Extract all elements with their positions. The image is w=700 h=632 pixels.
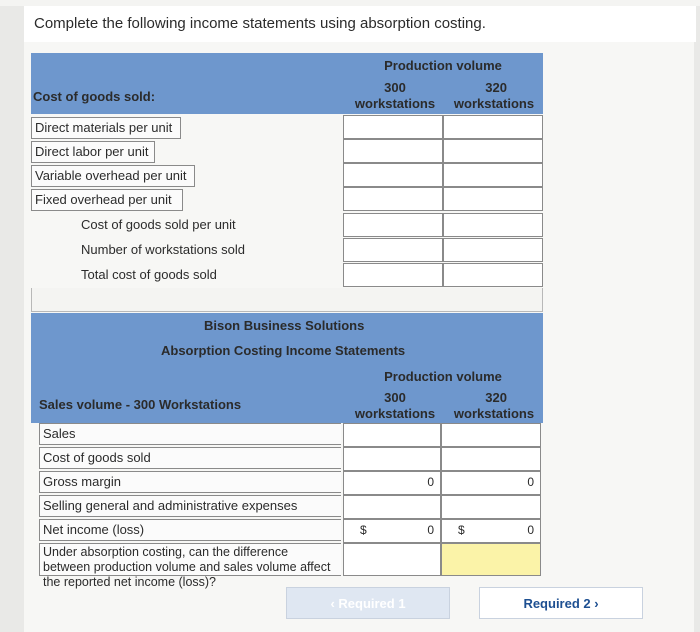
total-cogs-300-input[interactable] (343, 263, 443, 287)
statement-title: Absorption Costing Income Statements (161, 343, 406, 358)
absorption-question-label: Under absorption costing, can the difference between production volume and sales volume affect the reported net income (loss)? (39, 543, 341, 576)
fixed-overhead-320-input[interactable] (443, 187, 543, 211)
gross-margin-320-value: 0 (441, 471, 541, 495)
net-income-320-value: $ 0 (441, 519, 541, 543)
net-income-label: Net income (loss) (39, 519, 341, 541)
col-320-header-2: 320 workstations (453, 390, 535, 421)
direct-labor-300-input[interactable] (343, 139, 443, 163)
gross-margin-label: Gross margin (39, 471, 341, 493)
sales-volume-label: Sales volume - 300 Workstations (39, 397, 242, 412)
direct-labor-320-input[interactable] (443, 139, 543, 163)
col-320-header: 320 workstations (453, 80, 535, 111)
sga-320-input[interactable] (441, 495, 541, 519)
table-row (31, 139, 543, 163)
workstations-sold-label: Number of workstations sold (81, 242, 246, 257)
cost-of-goods-sold-label: Cost of goods sold (39, 447, 341, 469)
required-1-button[interactable]: ‹ Required 1 (286, 587, 450, 619)
company-name: Bison Business Solutions (204, 318, 365, 333)
production-volume-header: Production volume (384, 58, 502, 73)
cogs-per-unit-300-input[interactable] (343, 213, 443, 237)
fixed-overhead-300-input[interactable] (343, 187, 443, 211)
income-statement-header (31, 313, 543, 423)
table-row (31, 543, 543, 589)
direct-materials-label: Direct materials per unit (31, 117, 181, 139)
sales-300-input[interactable] (343, 423, 441, 447)
table-row (31, 423, 543, 447)
variable-overhead-label: Variable overhead per unit (31, 165, 195, 187)
table-row (31, 495, 543, 519)
table-spacer-row (31, 288, 543, 312)
gross-margin-300-value: 0 (343, 471, 441, 495)
question-spacer-cell (343, 543, 441, 576)
cogs-row-label: Cost of goods sold: (33, 89, 156, 104)
total-cogs-320-input[interactable] (443, 263, 543, 287)
cogs-320-input[interactable] (441, 447, 541, 471)
table-row (31, 238, 543, 262)
table-row (31, 163, 543, 187)
production-volume-header-2: Production volume (384, 369, 502, 384)
sga-expenses-label: Selling general and administrative expenses (39, 495, 341, 517)
direct-materials-300-input[interactable] (343, 115, 443, 139)
variable-overhead-320-input[interactable] (443, 163, 543, 187)
cogs-per-unit-label: Cost of goods sold per unit (81, 217, 236, 232)
direct-labor-label: Direct labor per unit (31, 141, 155, 163)
total-cogs-label: Total cost of goods sold (81, 267, 217, 282)
required-2-button[interactable]: Required 2 › (479, 587, 643, 619)
cogs-per-unit-320-input[interactable] (443, 213, 543, 237)
workstations-sold-320-input[interactable] (443, 238, 543, 262)
direct-materials-320-input[interactable] (443, 115, 543, 139)
instruction-text: Complete the following income statements using absorption costing. (24, 6, 696, 42)
cogs-table-header (31, 53, 543, 114)
fixed-overhead-label: Fixed overhead per unit (31, 189, 183, 211)
variable-overhead-300-input[interactable] (343, 163, 443, 187)
table-row (31, 447, 543, 471)
table-row (31, 187, 543, 211)
col-300-header-2: 300 workstations (354, 390, 436, 421)
table-row (31, 471, 543, 495)
table-row (31, 213, 543, 237)
table-row (31, 263, 543, 287)
workstations-sold-300-input[interactable] (343, 238, 443, 262)
table-row (31, 115, 543, 139)
sales-320-input[interactable] (441, 423, 541, 447)
absorption-answer-select[interactable] (441, 543, 541, 576)
cogs-300-input[interactable] (343, 447, 441, 471)
net-income-300-value: $ 0 (343, 519, 441, 543)
col-300-header: 300 workstations (354, 80, 436, 111)
sales-label: Sales (39, 423, 341, 445)
table-row (31, 519, 543, 543)
sga-300-input[interactable] (343, 495, 441, 519)
